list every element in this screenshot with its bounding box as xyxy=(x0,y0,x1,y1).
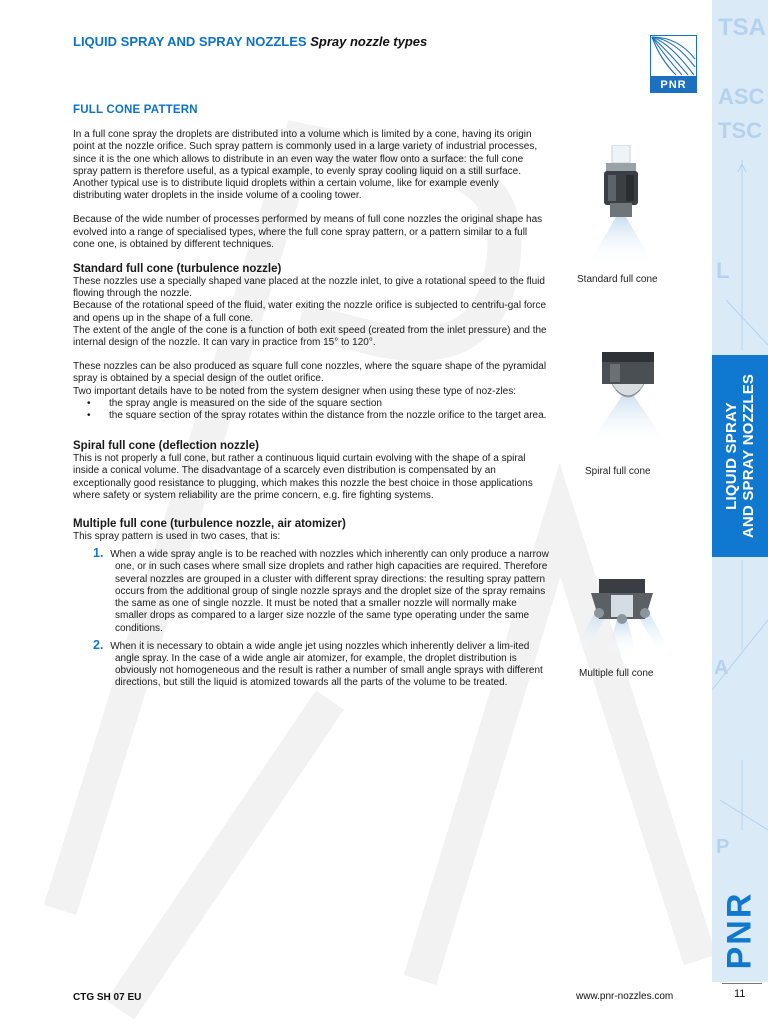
multiple-heading: Multiple full cone (turbulence nozzle, air atomizer) xyxy=(73,518,346,531)
sidebar-letter-a: A xyxy=(714,657,729,679)
pnr-logo xyxy=(650,35,697,93)
logo-spray-icon xyxy=(650,35,697,77)
section-tab-line2: AND SPRAY NOZZLES xyxy=(740,373,758,539)
item-text-1: When a wide spray angle is to be reached with nozzles which inherently can only produce a narrow one, or in such cases where small size droplets and rather high capacities are required. Therefore several nozzles are grouped in a cluster with different spray directions: the resulting spray pattern occurs from the additional group of single nozzle sprays and the droplet size of the spray remains the same as one of single nozzle. It must be noted that a smaller nozzle will normally make smaller drops as compared to a larger size nozzle of the same type operating under the same conditions. xyxy=(110,549,549,634)
header-title: LIQUID SPRAY AND SPRAY NOZZLES xyxy=(73,34,307,49)
multiple-item-1 xyxy=(73,547,549,634)
list-item: • the square section of the spray rotates within the distance from the nozzle orifice to the target area. xyxy=(87,410,549,422)
catalog-code: CTG SH 07 EU xyxy=(73,992,142,1003)
standard-paragraph-2: Because of the rotational speed of the fluid, water exiting the nozzle orifice is subjected to centrifu-gal force and opens up in the shape of a full cone. xyxy=(73,300,547,324)
intro-paragraph-2: Because of the wide number of processes performed by means of full cone nozzles the original shape has evolved into a range of specialised types, where the full cone spray pattern, or a pattern similar to a full cone one, is obtained by different techniques. xyxy=(73,214,543,250)
list-item: • the spray angle is measured on the side of the square section xyxy=(87,398,549,410)
main-content xyxy=(73,104,549,690)
page-number-box xyxy=(712,982,768,1024)
logo-text: PNR xyxy=(650,77,697,93)
sidebar-letter-asc: ASC xyxy=(718,84,765,109)
sidebar-brand-text: PNR xyxy=(720,891,759,969)
item-number-2: 2. xyxy=(93,637,104,652)
sidebar-letter-l: L xyxy=(716,258,730,283)
standard-bullets xyxy=(87,398,549,422)
header-subtitle: Spray nozzle types xyxy=(310,34,428,49)
multiple-full-cone-image xyxy=(577,575,667,655)
standard-paragraph-3: The extent of the angle of the cone is a function of both exit speed (created from the inlet pressure) and the internal design of the nozzle. It can vary in practice from 15° to 120°. xyxy=(73,324,547,349)
standard-heading: Standard full cone (turbulence nozzle) xyxy=(73,263,282,276)
item-text-2: When it is necessary to obtain a wide angle jet using nozzles which inherently deliver a lim-ited angle spray. In the case of a wide angle air atomizer, for example, the droplet distribution is obviously not homogeneous and the result is rather a number of small angle sprays with different directions, but still the liquid is atomized towards all the parts of the volume to be treated. xyxy=(110,640,543,689)
spiral-paragraph: This is not properly a full cone, but rather a continuous liquid curtain evolving with the shape of a spiral inside a conical volume. The disadvantage of a scarcely even distribution is compensated by an exceptionally good resistance to plugging, which makes this nozzle the best choice in those applications where safety or system reliability are the prime concern, e.g. fire fighting systems. xyxy=(73,453,533,501)
standard-paragraph-4: These nozzles can be also produced as square full cone nozzles, where the square shape of the pyramidal spray is obtained by a special design of the outlet orifice. xyxy=(73,361,547,385)
sidebar-brand xyxy=(712,880,768,980)
sidebar-letter-p: P xyxy=(716,836,730,858)
spiral-full-cone-image xyxy=(588,350,668,450)
multiple-full-cone-caption: Multiple full cone xyxy=(579,668,654,679)
spiral-full-cone-caption: Spiral full cone xyxy=(585,466,651,477)
intro-paragraph-1: In a full cone spray the droplets are distributed into a volume which is limited by a cone, having its origin point at the nozzle orifice. Such spray pattern is commonly used in a large variety of industrial processes, since it is the one which allows to distribute in an even way the water flow onto a surface: the full cone spray pattern is therefore useful, as a typical example, to evenly spray cooling liquid on a still surface. Another typical use is to distribute liquid droplets within a certain volume, like for example evenly distributing water droplets in the inside volume of a cooling tower. xyxy=(73,129,538,202)
section-tab-label xyxy=(712,355,768,557)
page-header xyxy=(73,34,427,49)
standard-paragraph-5: Two important details have to be noted from the system designer when using these type of noz-zles: xyxy=(73,385,517,397)
item-number-1: 1. xyxy=(93,546,104,561)
spiral-heading: Spiral full cone (deflection nozzle) xyxy=(73,440,259,453)
section-title: FULL CONE PATTERN xyxy=(73,104,198,116)
sidebar-letter-tsa: TSA xyxy=(718,14,766,41)
section-tab-line1: LIQUID SPRAY xyxy=(723,402,741,510)
standard-full-cone-caption: Standard full cone xyxy=(577,274,658,285)
multiple-paragraph: This spray pattern is used in two cases, that is: xyxy=(73,531,281,543)
standard-paragraph-1: These nozzles use a specially shaped vane placed at the nozzle inlet, to give a rotational speed to the fluid flowing through the nozzle. xyxy=(73,276,545,300)
website-link[interactable]: www.pnr-nozzles.com xyxy=(576,991,674,1002)
page-number: 11 xyxy=(734,988,746,1000)
standard-full-cone-image xyxy=(586,145,656,265)
multiple-item-2 xyxy=(73,639,549,690)
sidebar-letter-tsc: TSC xyxy=(718,118,762,143)
